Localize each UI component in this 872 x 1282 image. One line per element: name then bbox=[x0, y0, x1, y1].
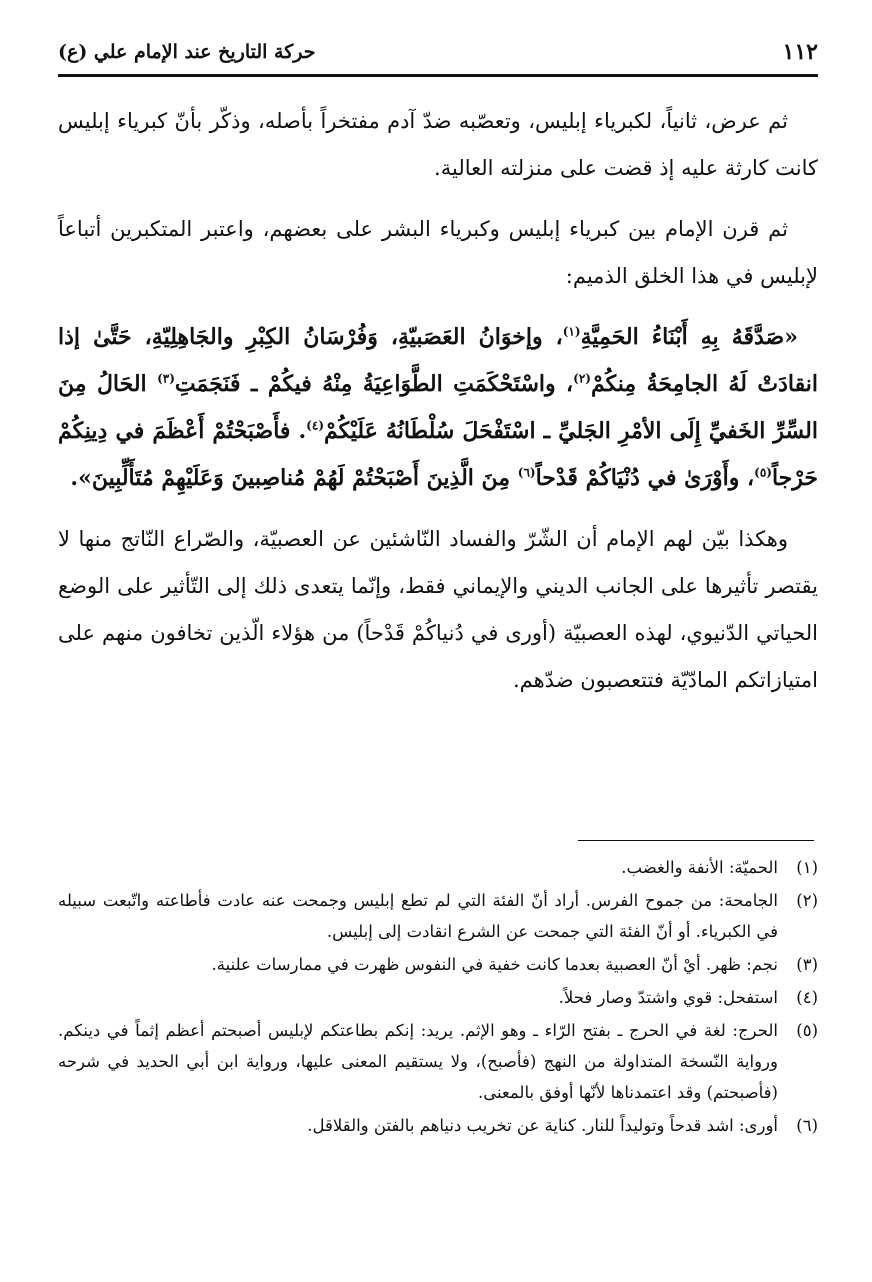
running-title: حركة التاريخ عند الإمام علي (ع) bbox=[58, 41, 316, 63]
footnote-item bbox=[58, 885, 818, 947]
footnote-item bbox=[58, 949, 818, 980]
footnote-number: (٢) bbox=[796, 891, 818, 910]
footnote-item bbox=[58, 852, 818, 883]
quote-segment: ، وإخوَانُ العَصَبيّةِ، وَفُرْسَانُ الكِبْرِ والجَاهِلِيّةِ، حَتَّىٰ إذا انقادَتْ لَهُ الجامِحَةُ مِنكُمْ bbox=[58, 324, 818, 397]
footnote-item bbox=[58, 1110, 818, 1141]
footnote-ref[interactable]: (٦) bbox=[517, 465, 536, 480]
footnote-ref[interactable]: (٥) bbox=[754, 465, 772, 480]
footnote-number: (١) bbox=[796, 858, 818, 877]
paragraph-2: ثم قرن الإمام بين كبرياء إبليس وكبرياء البشر على بعضهم، واعتبر المتكبرين أتباعاً لإبليس في هذا الخلق الذميم: bbox=[58, 217, 818, 288]
quote-segment: . فأَصْبَحْتُمْ أَعْظَمَ في دِينِكُمْ حَرْجاً bbox=[58, 418, 818, 491]
footnote-text: أورى: اشد قدحاً وتوليداً للنار. كناية عن تخريب دنياهم بالفتن والقلاقل. bbox=[307, 1116, 778, 1135]
footnote-divider bbox=[578, 840, 814, 841]
quote-segment: مِنَ الَّذِينَ أَصْبَحْتُمْ لَهُمْ مُناصِبينَ وَعَلَيْهِمْ مُتَأَلِّبِينَ». bbox=[70, 465, 518, 491]
footnote-text: نجم: ظهر. أيْ أنّ العصبية بعدما كانت خفية في النفوس ظهرت في ممارسات علنية. bbox=[211, 955, 778, 974]
footnote-number: (٥) bbox=[796, 1021, 818, 1040]
quote-segment: الحَالُ مِنَ السِّرِّ الخَفيِّ إِلَى الأمْرِ الجَليِّ ـ اسْتَفْحَلَ سُلْطَانُهُ عَلَيْكُمْ bbox=[58, 371, 818, 444]
footnote-number: (٤) bbox=[796, 988, 818, 1007]
footnote-ref[interactable]: (١) bbox=[562, 324, 581, 339]
main-text bbox=[58, 98, 818, 718]
paragraph-1: ثم عرض، ثانياً، لكبرياء إبليس، وتعصّبه ضدّ آدم مفتخراً بأصله، وذكّر بأنّ كبرياء إبليس كانت كارثة عليه إذ قضت على منزلته العالية. bbox=[58, 109, 818, 180]
footnote-ref[interactable]: (٣) bbox=[157, 371, 175, 386]
footnote-ref[interactable]: (٤) bbox=[306, 418, 324, 433]
footnote-number: (٦) bbox=[796, 1116, 818, 1135]
quote-segment: «صَدَّقَهُ بِهِ أَبْنَاءُ الحَمِيَّةِ bbox=[580, 324, 798, 350]
footnote-text: استفحل: قوي واشتدّ وصار فحلاً. bbox=[558, 988, 778, 1007]
footnote-text: الحميّة: الأنفة والغضب. bbox=[621, 858, 778, 877]
quoted-sermon bbox=[58, 314, 818, 502]
footnote-number: (٣) bbox=[796, 955, 818, 974]
footnotes bbox=[58, 852, 818, 1143]
paragraph-3: وهكذا بيّن لهم الإمام أن الشّرّ والفساد النّاشئين عن العصبيّة، والصّراع النّاتج منها لا يقتصر تأثيرها على الجانب الديني والإيماني فقط، وإنّما يتعدى ذلك إلى التّأثير على الوضع الحياتي الدّنيوي، لهذه العصبيّة (أورى في دُنياكُمْ قَدْحاً) من هؤلاء الّذين تخافون منهم على امتيازاتكم المادّيّة فتتعصبون ضدّهم. bbox=[58, 527, 818, 692]
page-number: ١١٢ bbox=[782, 39, 818, 65]
footnote-item bbox=[58, 1015, 818, 1108]
footnote-item bbox=[58, 982, 818, 1013]
footnote-ref[interactable]: (٢) bbox=[573, 371, 591, 386]
quote-segment: ، وأَوْرَىٰ في دُنْيَاكُمْ قَدْحاً bbox=[535, 465, 755, 491]
footnote-text: الحرج: لغة في الحرج ـ بفتح الرّاء ـ وهو الإثم. يريد: إنكم بطاعتكم لإبليس أصبحتم أعظم إثماً في دينكم. ورواية النّسخة المتداولة من النهج (فأصبح)، ولا يستقيم المعنى عليها، ورواية ابن أبي الحديد في شرحه (فأصبحتم) وقد اعتمدناها لأنّها أوفق بالمعنى. bbox=[58, 1021, 778, 1102]
page-header bbox=[58, 30, 818, 77]
quote-segment: ، واسْتَحْكَمَتِ الطَّوَاعِيَةُ مِنْهُ فيكُمْ ـ فَنَجَمَتِ bbox=[174, 371, 574, 397]
footnote-text: الجامحة: من جموح الفرس. أراد أنّ الفئة التي لم تطع إبليس وجمحت عنه عادت فأطاعته واتّبعت سبيله في الكبرياء. أو أنّ الفئة التي جمحت عن الشرع انقادت إلى إبليس. bbox=[58, 891, 778, 941]
